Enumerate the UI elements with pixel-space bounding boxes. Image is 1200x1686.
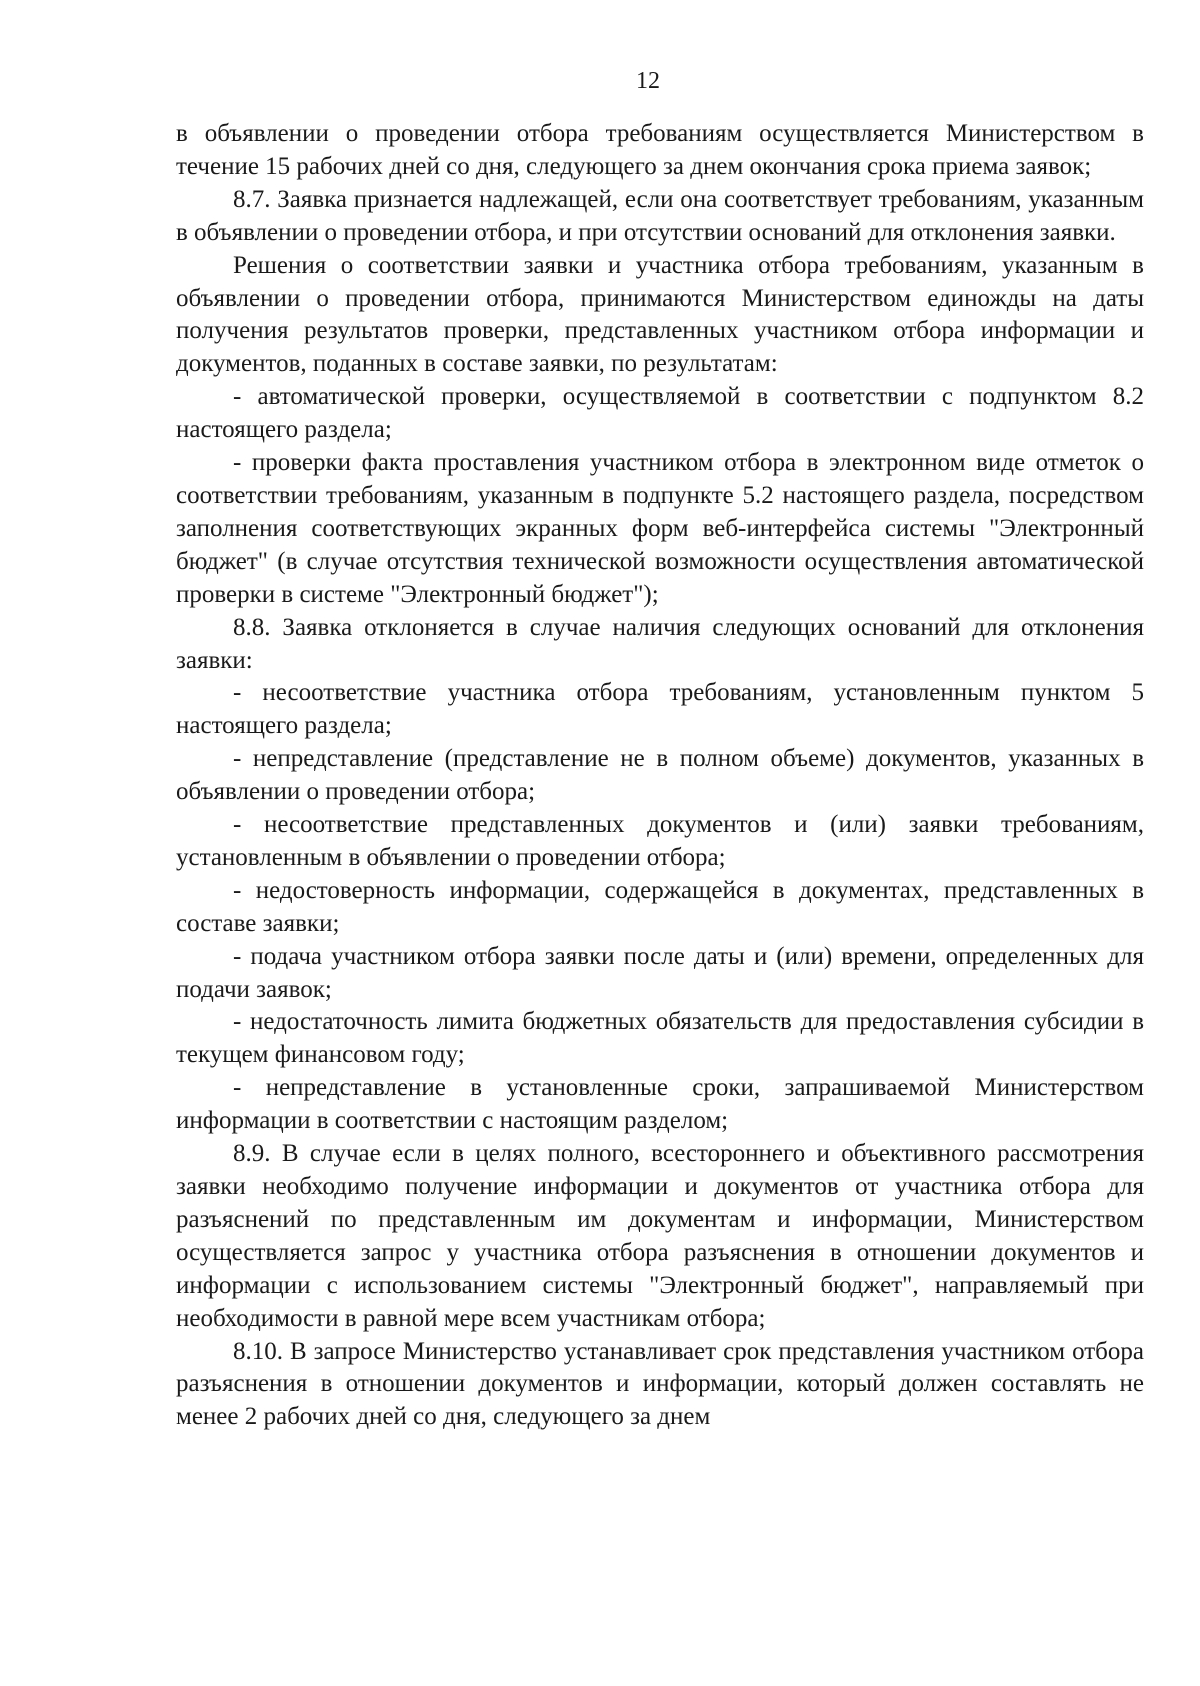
list-item: - непредставление в установленные сроки, запрашиваемой Министерством информации в соответствии с настоящим разделом; (176, 1074, 1144, 1135)
paragraph-decisions: Решения о соответствии заявки и участника отбора требованиям, указанным в объявлении о проведении отбора, принимаются Министерством единожды на даты получения результатов проверки, представленных участником отбора информации и документов, поданных в составе заявки, по результатам: (176, 251, 1144, 378)
list-item: - недостаточность лимита бюджетных обязательств для предоставления субсидии в текущем финансовом году; (176, 1008, 1144, 1069)
page-number: 12 (636, 68, 660, 94)
document-body (176, 118, 1144, 1434)
list-item: - проверки факта проставления участником отбора в электронном виде отметок о соответствии требованиям, указанным в подпункте 5.2 настоящего раздела, посредством заполнения соответствующих экранных форм веб-интерфейса системы "Электронный бюджет" (в случае отсутствия технической возможности осуществления автоматической проверки в системе "Электронный бюджет"); (176, 449, 1144, 608)
list-item: - недостоверность информации, содержащейся в документах, представленных в составе заявки; (176, 876, 1144, 937)
paragraph-8-8: 8.8. Заявка отклоняется в случае наличия следующих оснований для отклонения заявки: (176, 613, 1144, 674)
list-item: - непредставление (представление не в полном объеме) документов, указанных в объявлении о проведении отбора; (176, 745, 1144, 806)
list-item: - автоматической проверки, осуществляемой в соответствии с подпунктом 8.2 настоящего раздела; (176, 383, 1144, 444)
paragraph-8-10: 8.10. В запросе Министерство устанавливает срок представления участником отбора разъяснения в отношении документов и информации, который должен составлять не менее 2 рабочих дней со дня, следующего за днем (176, 1337, 1144, 1431)
list-item: - несоответствие участника отбора требованиям, установленным пунктом 5 настоящего раздела; (176, 679, 1144, 740)
paragraph-8-9: 8.9. В случае если в целях полного, всестороннего и объективного рассмотрения заявки необходимо получение информации и документов от участника отбора для разъяснений по представленным им документам и информации, Министерством осуществляется запрос у участника отбора разъяснения в отношении документов и информации с использованием системы "Электронный бюджет", направляемый при необходимости в равной мере всем участникам отбора; (176, 1140, 1144, 1332)
list-item: - несоответствие представленных документов и (или) заявки требованиям, установленным в объявлении о проведении отбора; (176, 811, 1144, 871)
paragraph: в объявлении о проведении отбора требованиям осуществляется Министерством в течение 15 рабочих дней со дня, следующего за днем окончания срока приема заявок; (176, 120, 1144, 180)
list-item: - подача участником отбора заявки после даты и (или) времени, определенных для подачи заявок; (176, 942, 1144, 1003)
paragraph-8-7: 8.7. Заявка признается надлежащей, если она соответствует требованиям, указанным в объявлении о проведении отбора, и при отсутствии оснований для отклонения заявки. (176, 185, 1144, 246)
